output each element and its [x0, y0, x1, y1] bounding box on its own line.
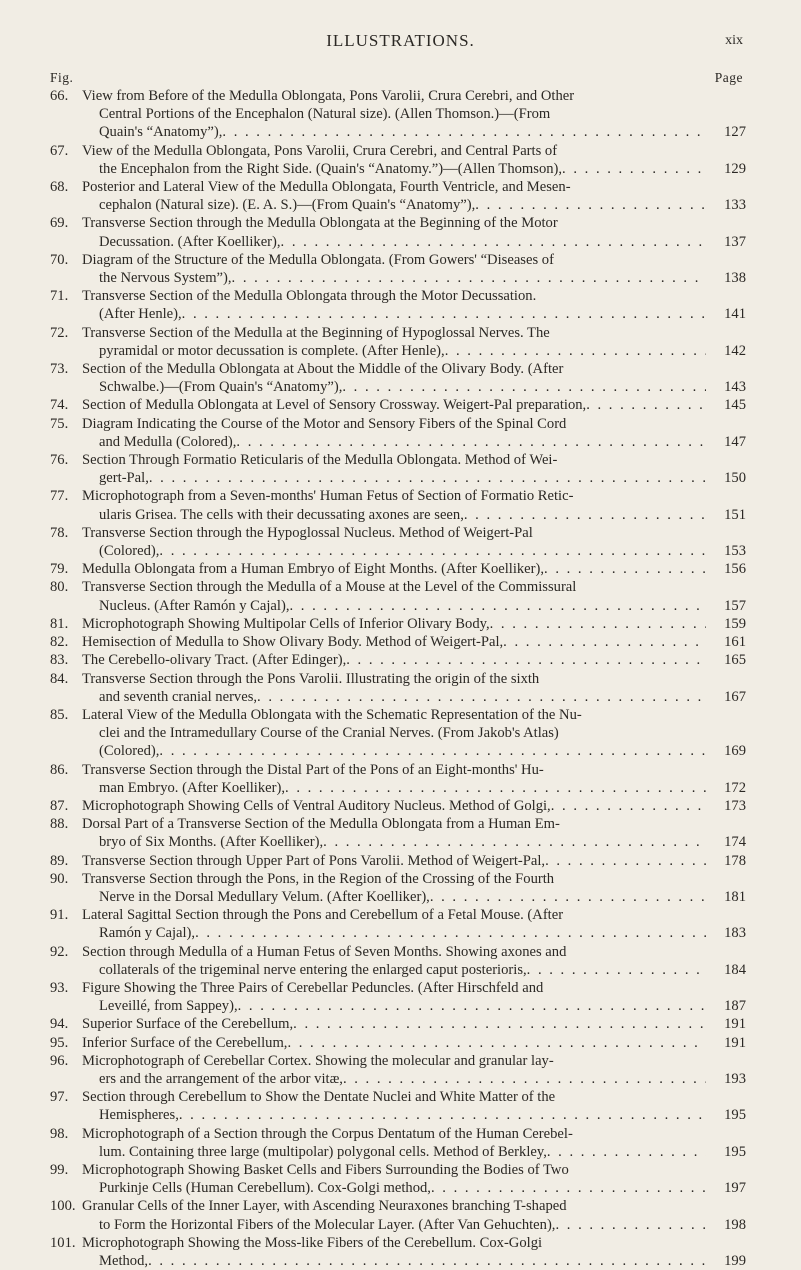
- figure-caption-line: View from Before of the Medulla Oblongata, Pons Varolii, Crura Cerebri, and Other: [82, 88, 575, 104]
- page-reference: 187: [724, 998, 746, 1015]
- figure-number: 80.: [50, 579, 69, 596]
- page-reference: 150: [724, 470, 746, 487]
- figure-caption-line: Posterior and Lateral View of the Medulla Oblongata, Fourth Ventricle, and Mesen-: [82, 179, 571, 196]
- list-item: [50, 852, 746, 870]
- figure-caption-line: and seventh cranial nerves,: [99, 688, 258, 705]
- figure-number: 89.: [50, 852, 69, 869]
- figure-caption-line: Nucleus. (After Ramón y Cajal),: [99, 597, 290, 614]
- leader-dots: [195, 924, 706, 942]
- leader-dots: [490, 615, 706, 633]
- figure-caption-line: (Colored),: [99, 543, 160, 560]
- figure-number: 75.: [50, 415, 69, 432]
- figure-caption-line: cephalon (Natural size). (E. A. S.)—(From Quain's “Anatomy”),: [99, 197, 476, 214]
- fig-column-label: Fig.: [50, 70, 74, 85]
- figure-caption-line: Diagram of the Structure of the Medulla Oblongata. (From Gowers' “Diseases of: [82, 251, 554, 268]
- figure-number: 100.: [50, 1198, 76, 1215]
- figure-caption-line: Figure Showing the Three Pairs of Cerebellar Peduncles. (After Hirschfeld and: [82, 979, 544, 996]
- page-reference: 169: [724, 743, 746, 760]
- leader-dots: [289, 597, 706, 615]
- figure-caption-line: The Cerebello-olivary Tract. (After Edinger),: [82, 652, 347, 669]
- figure-caption-line: collaterals of the trigeminal nerve entering the enlarged caput posterioris,: [99, 961, 527, 978]
- figure-caption-line: Transverse Section through the Medulla of a Mouse at the Level of the Commissural: [82, 579, 577, 596]
- list-item: [50, 870, 746, 906]
- figure-caption-line: gert-Pal,: [99, 470, 149, 487]
- figure-caption-line: View of the Medulla Oblongata, Pons Varolii, Crura Cerebri, and Central Parts of: [82, 142, 558, 159]
- page-number: xix: [725, 33, 743, 48]
- list-item: [50, 1161, 746, 1197]
- list-item: [50, 815, 746, 851]
- leader-dots: [430, 888, 706, 906]
- figure-caption-line: man Embryo. (After Koelliker),: [99, 779, 286, 796]
- list-item: [50, 1197, 746, 1233]
- figure-number: 81.: [50, 615, 69, 632]
- figure-caption-line: (After Henle),: [99, 306, 182, 323]
- figure-caption-line: Schwalbe.)—(From Quain's “Anatomy”),: [99, 379, 343, 396]
- figure-caption-line: Diagram Indicating the Course of the Motor and Sensory Fibers of the Spinal Cord: [82, 415, 567, 432]
- list-item: [50, 560, 746, 578]
- page-reference: 174: [724, 834, 746, 851]
- figure-number: 91.: [50, 907, 69, 924]
- list-item: [50, 1052, 746, 1088]
- list-item: [50, 615, 746, 633]
- list-item: [50, 1015, 746, 1033]
- list-item: [50, 287, 746, 323]
- page-reference: 197: [724, 1180, 746, 1197]
- leader-dots: [222, 123, 706, 141]
- list-item: [50, 651, 746, 669]
- figure-number: 78.: [50, 524, 69, 541]
- figure-caption-line: Decussation. (After Koelliker),: [99, 233, 281, 250]
- figure-number: 99.: [50, 1161, 69, 1178]
- page-reference: 127: [724, 124, 746, 141]
- list-item: [50, 906, 746, 942]
- leader-dots: [343, 1070, 706, 1088]
- list-item: [50, 1034, 746, 1052]
- figure-caption-line: Transverse Section through the Distal Part of the Pons of an Eight-months' Hu-: [82, 761, 544, 778]
- figure-number: 82.: [50, 634, 69, 651]
- page-reference: 153: [724, 543, 746, 560]
- leader-dots: [346, 651, 706, 669]
- leader-dots: [464, 506, 706, 524]
- figure-number: 101.: [50, 1234, 76, 1251]
- figure-number: 73.: [50, 361, 69, 378]
- page-reference: 145: [724, 397, 746, 414]
- figure-caption-line: Microphotograph Showing Basket Cells and Fibers Surrounding the Bodies of Two: [82, 1161, 569, 1178]
- figure-caption-line: the Nervous System”),: [99, 270, 232, 287]
- figure-number: 97.: [50, 1089, 69, 1106]
- figure-number: 83.: [50, 652, 69, 669]
- list-item: [50, 761, 746, 797]
- leader-dots: [159, 542, 706, 560]
- list-item: [50, 706, 746, 761]
- figure-number: 72.: [50, 324, 69, 341]
- page-reference: 138: [724, 270, 746, 287]
- leader-dots: [475, 196, 706, 214]
- figure-caption-line: Central Portions of the Encephalon (Natural size). (Allen Thomson.)—(From: [99, 106, 551, 123]
- figure-number: 66.: [50, 88, 69, 104]
- figure-caption-line: Transverse Section through the Pons Varolii. Illustrating the origin of the sixth: [82, 670, 540, 687]
- page-column-label: Page: [714, 70, 743, 85]
- page-reference: 151: [724, 506, 746, 523]
- page-reference: 193: [724, 1070, 746, 1087]
- leader-dots: [342, 378, 706, 396]
- figure-caption-line: Microphotograph from a Seven-months' Human Fetus of Section of Formatio Retic-: [82, 488, 574, 505]
- figure-number: 98.: [50, 1125, 69, 1142]
- page-reference: 133: [724, 197, 746, 214]
- page-reference: 173: [724, 797, 746, 814]
- figure-number: 70.: [50, 251, 69, 268]
- figure-caption-line: Quain's “Anatomy”),: [99, 124, 223, 141]
- figure-caption-line: Granular Cells of the Inner Layer, with Ascending Neuraxones branching T-shaped: [82, 1198, 567, 1215]
- leader-dots: [445, 342, 706, 360]
- figure-caption-line: Microphotograph Showing Multipolar Cells of Inferior Olivary Body,: [82, 615, 490, 632]
- figure-number: 90.: [50, 870, 69, 887]
- figure-caption-line: Lateral Sagittal Section through the Pons and Cerebellum of a Fetal Mouse. (After: [82, 907, 564, 924]
- list-item: [50, 142, 746, 178]
- leader-dots: [503, 633, 706, 651]
- list-item: [50, 1125, 746, 1161]
- page-reference: 161: [724, 634, 746, 651]
- figure-caption-line: Section of the Medulla Oblongata at About the Middle of the Olivary Body. (After: [82, 361, 564, 378]
- leader-dots: [547, 1143, 706, 1161]
- page-reference: 143: [724, 379, 746, 396]
- page-reference: 167: [724, 688, 746, 705]
- page-reference: 191: [724, 1016, 746, 1033]
- figure-caption-line: Medulla Oblongata from a Human Embryo of Eight Months. (After Koelliker),: [82, 561, 545, 578]
- figure-caption-line: Section of Medulla Oblongata at Level of Sensory Crossway. Weigert-Pal preparation,: [82, 397, 587, 414]
- figure-caption-line: Purkinje Cells (Human Cerebellum). Cox-Golgi method,: [99, 1180, 431, 1197]
- figure-number: 69.: [50, 215, 69, 232]
- figure-caption-line: Ramón y Cajal),: [99, 925, 196, 942]
- figure-number: 77.: [50, 488, 69, 505]
- list-item: [50, 415, 746, 451]
- leader-dots: [257, 688, 706, 706]
- figure-number: 96.: [50, 1052, 69, 1069]
- page-reference: 199: [724, 1253, 746, 1269]
- leader-dots: [562, 160, 706, 178]
- leader-dots: [281, 233, 706, 251]
- figure-caption-line: Superior Surface of the Cerebellum,: [82, 1016, 294, 1033]
- list-item: [50, 943, 746, 979]
- figure-number: 67.: [50, 142, 69, 159]
- figure-caption-line: to Form the Horizontal Fibers of the Molecular Layer. (After Van Gehuchten),: [99, 1216, 556, 1233]
- figure-caption-line: Microphotograph of a Section through the Corpus Dentatum of the Human Cerebel-: [82, 1125, 573, 1142]
- page-reference: 183: [724, 925, 746, 942]
- figure-caption-line: ers and the arrangement of the arbor vitæ,: [99, 1070, 343, 1087]
- figure-caption-line: Transverse Section of the Medulla Oblongata through the Motor Decussation.: [82, 288, 537, 305]
- leader-dots: [238, 997, 706, 1015]
- figure-caption-line: (Colored),: [99, 743, 160, 760]
- figure-caption-line: Transverse Section of the Medulla at the Beginning of Hypoglossal Nerves. The: [82, 324, 550, 341]
- figure-caption-line: Microphotograph Showing the Moss-like Fibers of the Cerebellum. Cox-Golgi: [82, 1234, 543, 1251]
- figure-caption-line: Section Through Formatio Reticularis of the Medulla Oblongata. Method of Wei-: [82, 452, 558, 469]
- figure-caption-line: Hemisection of Medulla to Show Olivary Body. Method of Weigert-Pal,: [82, 634, 504, 651]
- figure-caption-line: Transverse Section through Upper Part of Pons Varolii. Method of Weigert-Pal,: [82, 852, 546, 869]
- leader-dots: [148, 1252, 706, 1270]
- figure-number: 94.: [50, 1016, 69, 1033]
- list-item: [50, 451, 746, 487]
- leader-dots: [431, 1179, 706, 1197]
- figure-number: 93.: [50, 979, 69, 996]
- page-reference: 142: [724, 342, 746, 359]
- figure-number: 92.: [50, 943, 69, 960]
- leader-dots: [159, 742, 706, 760]
- list-item: [50, 578, 746, 614]
- list-item: [50, 360, 746, 396]
- figure-number: 71.: [50, 288, 69, 305]
- figure-number: 88.: [50, 816, 69, 833]
- figure-caption-line: Section through Cerebellum to Show the Dentate Nuclei and White Matter of the: [82, 1089, 556, 1106]
- page-reference: 191: [724, 1034, 746, 1051]
- leader-dots: [287, 1034, 706, 1052]
- leader-dots: [182, 305, 706, 323]
- page-reference: 178: [724, 852, 746, 869]
- figure-caption-line: Dorsal Part of a Transverse Section of the Medulla Oblongata from a Human Em-: [82, 816, 560, 833]
- page-reference: 157: [724, 597, 746, 614]
- page-reference: 195: [724, 1143, 746, 1160]
- leader-dots: [179, 1106, 706, 1124]
- page-reference: 184: [724, 961, 746, 978]
- list-item: [50, 214, 746, 250]
- leader-dots: [285, 779, 706, 797]
- list-item: [50, 324, 746, 360]
- page-reference: 156: [724, 561, 746, 578]
- figure-caption-line: pyramidal or motor decussation is complete. (After Henle),: [99, 342, 445, 359]
- leader-dots: [586, 396, 706, 414]
- list-item: [50, 87, 746, 142]
- figure-caption-line: bryo of Six Months. (After Koelliker),: [99, 834, 324, 851]
- figure-caption-line: Microphotograph of Cerebellar Cortex. Showing the molecular and granular lay-: [82, 1052, 554, 1069]
- figure-caption-line: ularis Grisea. The cells with their decussating axones are seen,: [99, 506, 464, 523]
- list-item: [50, 1234, 746, 1270]
- list-item: [50, 524, 746, 560]
- page-reference: 147: [724, 433, 746, 450]
- figure-caption-line: lum. Containing three large (multipolar) polygonal cells. Method of Berkley,: [99, 1143, 547, 1160]
- leader-dots: [551, 797, 706, 815]
- figure-caption-line: Lateral View of the Medulla Oblongata with the Schematic Representation of the Nu-: [82, 706, 582, 723]
- list-item: [50, 1088, 746, 1124]
- leader-dots: [323, 833, 706, 851]
- illustration-list: [50, 87, 746, 1270]
- leader-dots: [232, 269, 706, 287]
- page-reference: 172: [724, 779, 746, 796]
- page-reference: 129: [724, 160, 746, 177]
- figure-number: 84.: [50, 670, 69, 687]
- figure-caption-line: clei and the Intramedullary Course of the Cranial Nerves. (From Jakob's Atlas): [99, 725, 559, 742]
- figure-number: 68.: [50, 179, 69, 196]
- list-item: [50, 979, 746, 1015]
- figure-caption-line: Method,: [99, 1253, 149, 1269]
- page-reference: 165: [724, 652, 746, 669]
- list-item: [50, 251, 746, 287]
- leader-dots: [545, 852, 706, 870]
- page-reference: 141: [724, 306, 746, 323]
- page-reference: 181: [724, 888, 746, 905]
- leader-dots: [544, 560, 706, 578]
- figure-caption-line: Hemispheres,: [99, 1107, 179, 1124]
- figure-caption-line: Transverse Section through the Hypoglossal Nucleus. Method of Weigert-Pal: [82, 524, 533, 541]
- list-item: [50, 633, 746, 651]
- figure-caption-line: Leveillé, from Sappey),: [99, 998, 238, 1015]
- figure-caption-line: Nerve in the Dorsal Medullary Velum. (After Koelliker),: [99, 888, 430, 905]
- figure-number: 85.: [50, 706, 69, 723]
- figure-caption-line: Inferior Surface of the Cerebellum,: [82, 1034, 288, 1051]
- page-reference: 137: [724, 233, 746, 250]
- figure-caption-line: and Medulla (Colored),: [99, 433, 237, 450]
- figure-number: 86.: [50, 761, 69, 778]
- leader-dots: [527, 961, 706, 979]
- list-item: [50, 178, 746, 214]
- figure-caption-line: Transverse Section through the Medulla Oblongata at the Beginning of the Motor: [82, 215, 558, 232]
- page-reference: 198: [724, 1216, 746, 1233]
- figure-caption-line: Section through Medulla of a Human Fetus of Seven Months. Showing axones and: [82, 943, 567, 960]
- leader-dots: [149, 469, 706, 487]
- figure-number: 74.: [50, 397, 69, 414]
- figure-number: 87.: [50, 797, 69, 814]
- running-head: ILLUSTRATIONS.: [326, 31, 475, 50]
- leader-dots: [555, 1216, 706, 1234]
- figure-number: 95.: [50, 1034, 69, 1051]
- figure-caption-line: Microphotograph Showing Cells of Ventral Auditory Nucleus. Method of Golgi,: [82, 797, 551, 814]
- figure-number: 79.: [50, 561, 69, 578]
- figure-number: 76.: [50, 452, 69, 469]
- list-item: [50, 670, 746, 706]
- page-reference: 195: [724, 1107, 746, 1124]
- figure-caption-line: the Encephalon from the Right Side. (Quain's “Anatomy.”)—(Allen Thomson),: [99, 160, 563, 177]
- list-item: [50, 396, 746, 414]
- leader-dots: [293, 1015, 706, 1033]
- leader-dots: [236, 433, 706, 451]
- page-reference: 159: [724, 615, 746, 632]
- list-item: [50, 487, 746, 523]
- list-item: [50, 797, 746, 815]
- figure-caption-line: Transverse Section through the Pons, in the Region of the Crossing of the Fourth: [82, 870, 555, 887]
